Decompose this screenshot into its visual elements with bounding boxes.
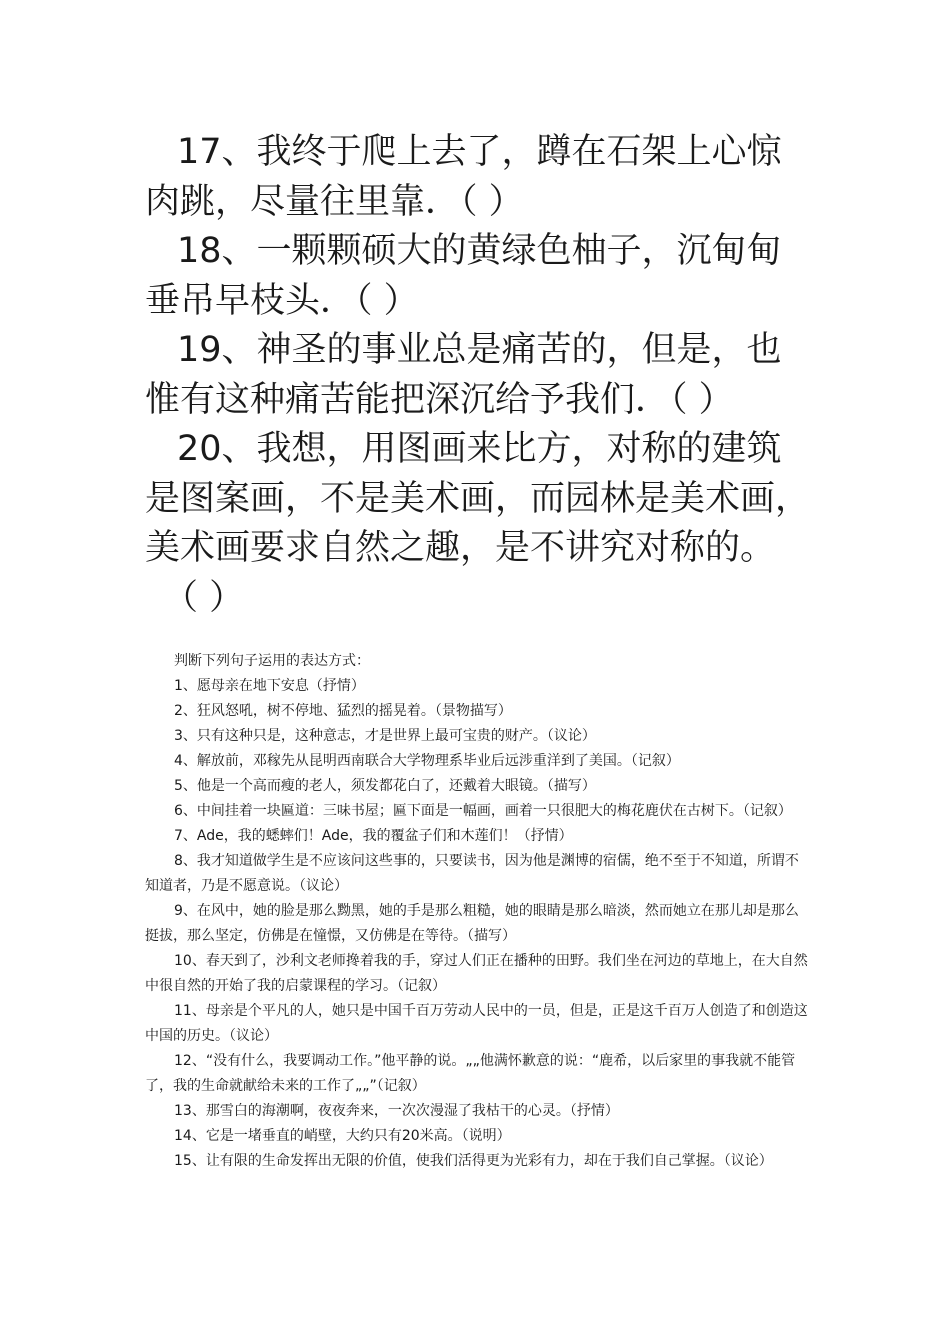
sentence-item-4: 4、解放前，邓稼先从昆明西南联合大学物理系毕业后远涉重洋到了美国。（记叙） <box>174 753 680 769</box>
sentence-item-14: 14、它是一堵垂直的峭壁，大约只有20米高。（说明） <box>174 1128 511 1144</box>
sentence-item-3: 3、只有这种只是，这种意志，才是世界上最可宝贵的财产。（议论） <box>174 728 596 744</box>
question-17: 17、我终于爬上去了，蹲在石架上心惊肉跳，尽量往里靠．（ ） <box>145 132 782 222</box>
sentence-item-15: 15、让有限的生命发挥出无限的价值，使我们活得更为光彩有力，却在于我们自己掌握。（议论） <box>174 1153 773 1169</box>
sentence-item-9: 9、在风中，她的脸是那么黝黑，她的手是那么粗糙，她的眼睛是那么暗淡，然而她立在那儿却是那么挺拔，那么坚定，仿佛是在憧憬，又仿佛是在等待。（描写） <box>145 903 799 944</box>
sentence-item-13: 13、那雪白的海潮啊，夜夜奔来，一次次漫湿了我枯干的心灵。（抒情） <box>174 1103 619 1119</box>
sentence-item-12: 12、“没有什么，我要调动工作。”他平静的说。„„他满怀歉意的说：“鹿希，以后家里的事我就不能管了，我的生命就献给未来的工作了„„”（记叙） <box>145 1053 796 1094</box>
question-20: 20、我想，用图画来比方，对称的建筑是图案画，不是美术画，而园林是美术画，美术画要求自然之趣，是不讲究对称的。 <box>145 429 811 568</box>
sentence-item-2: 2、狂风怒吼，树不停地、猛烈的摇晃着。（景物描写） <box>174 703 512 719</box>
sentence-item-7: 7、Ade，我的蟋蟀们！Ade，我的覆盆子们和木莲们！（抒情） <box>174 828 573 844</box>
sentence-item-6: 6、中间挂着一块匾道：三味书屋；匾下面是一幅画，画着一只很肥大的梅花鹿伏在古树下。（记叙） <box>174 803 792 819</box>
section-heading: 判断下列句子运用的表达方式： <box>174 653 370 669</box>
sentence-item-1: 1、愿母亲在地下安息（抒情） <box>174 678 365 694</box>
question-20-answer-blank: （ ） <box>163 577 245 618</box>
large-question-list <box>145 128 815 623</box>
sentence-item-5: 5、他是一个高而瘦的老人，须发都花白了，还戴着大眼镜。（描写） <box>174 778 596 794</box>
sentence-item-8: 8、我才知道做学生是不应该问这些事的，只要读书，因为他是渊博的宿儒，绝不至于不知道，所谓不知道者，乃是不愿意说。（议论） <box>145 853 799 894</box>
expression-methods-section <box>145 649 810 1174</box>
sentence-item-10: 10、春天到了，沙利文老师搀着我的手，穿过人们正在播种的田野。我们坐在河边的草地上，在大自然中很自然的开始了我的启蒙课程的学习。（记叙） <box>145 953 808 994</box>
sentence-item-11: 11、母亲是个平凡的人，她只是中国千百万劳动人民中的一员，但是，正是这千百万人创造了和创造这中国的历史。（议论） <box>145 1003 808 1044</box>
question-18: 18、一颗颗硕大的黄绿色柚子，沉甸甸垂吊早枝头．（ ） <box>145 231 782 321</box>
question-19: 19、神圣的事业总是痛苦的，但是，也惟有这种痛苦能把深沉给予我们．（ ） <box>145 330 782 420</box>
